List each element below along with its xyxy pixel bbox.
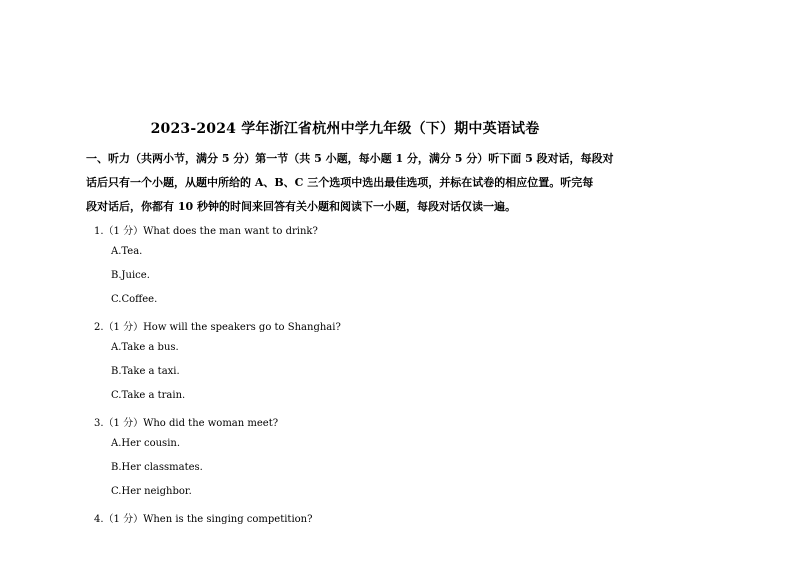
question-1-option-a: A.Tea. xyxy=(111,246,143,257)
question-4: 4.（1 分）When is the singing competition? xyxy=(94,514,313,525)
question-2: 2.（1 分）How will the speakers go to Shanghai? xyxy=(94,322,341,333)
section-instructions-line-1: 一、听力（共两小节，满分 5 分）第一节（共 5 小题，每小题 1 分，满分 5 分）听下面 5 段对话，每段对 xyxy=(86,152,614,165)
question-1: 1.（1 分）What does the man want to drink? xyxy=(94,226,318,237)
question-1-option-b: B.Juice. xyxy=(111,270,150,281)
question-3-option-c: C.Her neighbor. xyxy=(111,486,192,497)
question-1-option-c: C.Coffee. xyxy=(111,294,158,305)
question-3-option-b: B.Her classmates. xyxy=(111,462,203,473)
question-2-option-a: A.Take a bus. xyxy=(111,342,179,353)
section-instructions-line-3: 段对话后，你都有 10 秒钟的时间来回答有关小题和阅读下一小题，每段对话仅读一遍。 xyxy=(86,200,516,213)
question-2-option-c: C.Take a train. xyxy=(111,390,186,401)
section-instructions-line-2: 话后只有一个小题，从题中所给的 A、B、C 三个选项中选出最佳选项，并标在试卷的相应位置。听完每 xyxy=(86,176,594,189)
question-3-option-a: A.Her cousin. xyxy=(111,438,181,449)
question-3: 3.（1 分）Who did the woman meet? xyxy=(94,418,279,429)
question-2-option-b: B.Take a taxi. xyxy=(111,366,180,377)
exam-title: 2023-2024 学年浙江省杭州中学九年级（下）期中英语试卷 xyxy=(150,121,540,137)
